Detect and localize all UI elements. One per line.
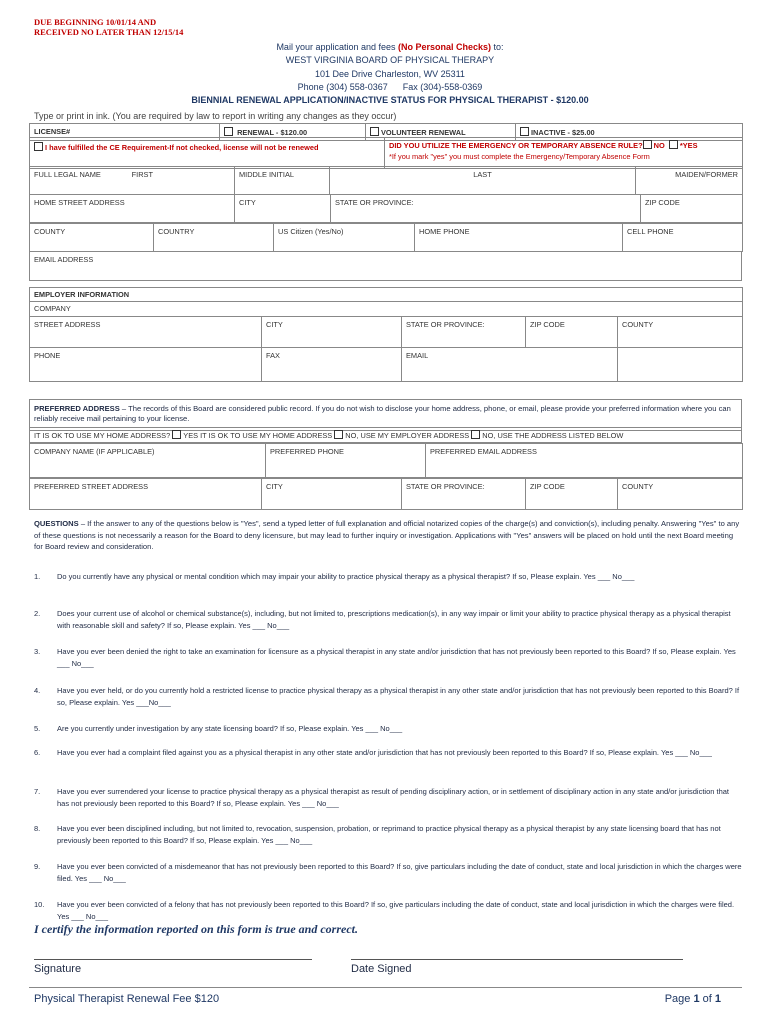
employer-county-field[interactable]: COUNTY <box>618 317 743 348</box>
inactive-option[interactable]: INACTIVE - $25.00 <box>516 124 743 141</box>
signature-label: Signature <box>34 963 82 975</box>
preferred-zip-field[interactable]: ZIP CODE <box>526 479 618 510</box>
opt-yes-home-checkbox[interactable] <box>172 430 181 439</box>
personal-info-table <box>29 166 743 195</box>
preferred-options: IT IS OK TO USE MY HOME ADDRESS? YES IT IS OK TO USE MY HOME ADDRESS NO, USE MY EMPLOYER ADDRESS NO, USE THE ADDRESS LISTED BELOW <box>30 428 742 443</box>
footer-divider <box>29 987 742 988</box>
emergency-yes-checkbox[interactable] <box>669 140 678 149</box>
inactive-checkbox[interactable] <box>520 127 529 136</box>
employer-zip-field[interactable]: ZIP CODE <box>526 317 618 348</box>
board-contact: Phone (304) 558-0367 Fax (304)-558-0369 <box>297 81 483 92</box>
home-city-field[interactable]: CITY <box>235 195 331 223</box>
email-field[interactable]: EMAIL ADDRESS <box>30 252 742 281</box>
opt-employer-checkbox[interactable] <box>334 430 343 439</box>
preferred-county-field[interactable]: COUNTY <box>618 479 743 510</box>
preferred-contact-row <box>29 443 743 478</box>
board-address: 101 Dee Drive Charleston, WV 25311 <box>315 68 465 79</box>
home-zip-field[interactable]: ZIP CODE <box>641 195 743 223</box>
preferred-options-row <box>29 427 742 443</box>
form-title: BIENNIAL RENEWAL APPLICATION/INACTIVE STATUS FOR PHYSICAL THERAPIST - $120.00 <box>191 95 589 106</box>
employer-city-field[interactable]: CITY <box>262 317 402 348</box>
ink-instruction: Type or print in ink. (You are required by law to report in writing any changes as they occur) <box>34 111 397 121</box>
preferred-address-text: PREFERRED ADDRESS – The records of this Board are considered public record. If you do not wish to disclose your home address, phone, or email, please provide your preferred information where you can reliably receive mail pertaining to your license. <box>34 404 731 423</box>
emergency-no-checkbox[interactable] <box>643 140 652 149</box>
due-date-notice <box>34 17 183 37</box>
home-address-row <box>29 194 743 223</box>
preferred-city-field[interactable]: CITY <box>262 479 402 510</box>
preferred-street-field[interactable]: PREFERRED STREET ADDRESS <box>30 479 262 510</box>
county-field[interactable]: COUNTY <box>30 224 154 252</box>
questions-intro: QUESTIONS – If the answer to any of the questions below is "Yes", send a typed letter of full explanation and official notarized copies of the charge(s) and conviction(s), including penalty. Answering "Yes" to any of these questions is not necessarily a reason for the Board to deny licensure, but may lead to further inquiry or investigation. Applications with "Yes" answers will be placed on hold until the next Board meeting for Board review and consideration. <box>34 519 740 551</box>
volunteer-option[interactable]: VOLUNTEER RENEWAL <box>366 124 516 141</box>
email-row <box>29 251 742 281</box>
employer-company-field[interactable]: COMPANY <box>30 302 743 317</box>
renewal-form-page: DUE BEGINNING 10/01/14 AND RECEIVED NO LATER THAN 12/15/14 Mail your application and fees (No Personal Checks) to: WEST VIRGINIA BOARD OF PHYSICAL THERAPY 101 Dee Drive Charleston, WV 25311 Phone (304) 558-0367 Fax (304)-558-0369 BIENNIAL RENEWAL APPLICATION/INACTIVE STATUS FOR PHYSICAL THERAPIST - $120.00 Type or print in ink. (You are required by law to report in writing any changes as they occur) LICENSE# RENEWAL - $120.00 VOLUNTEER RENEWAL INACTIVE - $25.00 I have fulfilled the CE Requirement-If not checked, license will not be renewed DID YOU UTILIZE THE EMERGENCY OR TEMPORARY ABSENCE RULE? NO *YES *If you mark "yes" you must complete the Emergency/Temporary Absence Form FULL LEGAL NAME FIRST MIDDLE INITIAL LAST MAIDEN/FORMER HOME STREET ADDRESS CITY STATE OR PROVINCE: ZIP CODE COUNTY COUNTRY US Citizen (Yes/No) HOME PHONE CELL PHONE EMAIL ADDRESS EMPLOYER INFORMATION COMPANY STREET ADDRESS CITY STATE OR PROVINCE: ZIP CODE COUNTY PHONE FAX EMAIL PREFERRED ADDRESS – The records of this Board are considered public record. If you do not wish to disclose your home address, phone, or email, please provide your preferred information where you can reliably receive mail pertaining to your license. IT IS OK TO USE MY HOME ADDRESS? YES IT IS OK TO USE MY HOME ADDRESS NO, USE MY EMPLOYER ADDRESS NO, USE THE ADDRESS LISTED BELOW COMPANY NAME (IF APPLICABLE) PREFERRED PHONE PREFERRED EMAIL ADDRESS PREFERRED STREET ADDRESS CITY STATE OR PROVINCE: ZIP CODE COUNTY QUESTIONS – If the answer to any of the questions below is "Yes", send a typed letter of full explanation and official notarized copies of the charge(s) and conviction(s), including penalty. Answering "Yes" to any of these questions is not necessarily a reason for the Board to deny licensure, but may lead to further inquiry or investigation. Applications with "Yes" answers will be placed on hold until the next Board meeting for Board review and consideration. 1. Do you currently have any physical or mental condition which may impair your ability to practice physical therapy as a physical therapist? If so, Please explain. Yes ___ No___ 2. Does your current use of alcohol or chemical substance(s), including, but not limited to, prescriptions medication(s), in any way impair or limit your ability to practice physical therapy as a physical therapist with reasonable skill and safety? If so, Please explain. Yes ___ No___ 3. Have you ever been denied the right to take an examination for licensure as a physical therapist in any state and/or jurisdiction that has not previously been reported to this Board? If so, Please explain. Yes ___ No___ 4. Have you ever held, or do you currently hold a restricted license to practice physical therapy as a physical therapist in any other state and/or jurisdiction that has not previously been reported to this Board? If so, Please explain. Yes ___No___ 5. Are you currently under investigation by any state licensing board? If so, Please explain. Yes ___ No___ 6. Have you ever had a complaint filed against you as a physical therapist in any other state and/or jurisdiction that has not previously been reported to this Board? If so, Please explain. Yes ___ No___ 7. Have you ever surrendered your license to practice physical therapy as a physical therapist as result of pending disciplinary action, or in settlement of disciplinary action in any state and/or jurisdiction that has not previously been reported to this Board? If so, Please explain. Yes ___ No___ 8. Have you ever been disciplined including, but not limited to, revocation, suspension, probation, or reprimand to practice physical therapy as a physical therapist by any state licensing board that has not previously been reported to this Board? If so, Please explain. Yes ___ No___ 9. Have you ever been convicted of a misdemeanor that has not previously been reported to this Board? If so, give particulars including the date of conduct, state and local jurisdiction in which the charges were filed. Yes ___ No___ 10. Have you ever been convicted of a felony that has not previously been reported to this Board? If so, give particulars including the date of conduct, state and local jurisdiction in which the charges were filed. Yes ___ No___ I certify the information reported on this form is true and correct. Signature Date Signed Physical Therapist Renewal Fee $120 Page 1 of 1 <box>0 0 770 1024</box>
ce-checkbox[interactable] <box>34 142 43 151</box>
preferred-state-field[interactable]: STATE OR PROVINCE: <box>402 479 526 510</box>
form-header <box>130 41 650 107</box>
ce-requirement[interactable]: I have fulfilled the CE Requirement-If not checked, license will not be renewed <box>30 138 385 169</box>
page-number: Page 1 of 1 <box>664 993 721 1005</box>
mail-instructions: Mail your application and fees (No Personal Checks) to: <box>276 42 504 52</box>
maiden-name-field[interactable]: MAIDEN/FORMER <box>636 167 743 195</box>
emergency-form-note: *If you mark "yes" you must complete the Emergency/Temporary Absence Form <box>389 152 650 161</box>
employer-phone-field[interactable]: PHONE <box>30 348 262 382</box>
preferred-phone-field[interactable]: PREFERRED PHONE <box>266 444 426 478</box>
last-name-field[interactable]: LAST <box>330 167 636 195</box>
employer-email-field[interactable]: EMAIL <box>402 348 618 382</box>
footer-fee-label: Physical Therapist Renewal Fee $120 <box>34 993 220 1005</box>
board-name: WEST VIRGINIA BOARD OF PHYSICAL THERAPY <box>285 55 495 66</box>
employer-empty-cell <box>618 348 743 382</box>
signature-line[interactable] <box>34 959 312 960</box>
full-legal-name-field[interactable]: FULL LEGAL NAME FIRST <box>30 167 235 195</box>
ce-row <box>29 137 743 169</box>
due-line-1: DUE BEGINNING 10/01/14 AND <box>34 17 157 27</box>
date-signed-label: Date Signed <box>351 963 412 975</box>
employer-state-field[interactable]: STATE OR PROVINCE: <box>402 317 526 348</box>
renewal-checkbox[interactable] <box>224 127 233 136</box>
home-phone-field[interactable]: HOME PHONE <box>415 224 623 252</box>
county-phone-row <box>29 223 743 252</box>
opt-listed-checkbox[interactable] <box>471 430 480 439</box>
date-signed-line[interactable] <box>351 959 683 960</box>
middle-initial-field[interactable]: MIDDLE INITIAL <box>235 167 330 195</box>
emergency-rule-cell: DID YOU UTILIZE THE EMERGENCY OR TEMPORARY ABSENCE RULE? NO *YES *If you mark "yes" you must complete the Emergency/Temporary Absence Form <box>385 138 743 169</box>
employer-heading: EMPLOYER INFORMATION <box>30 288 743 302</box>
license-number-field[interactable]: LICENSE# <box>30 124 220 141</box>
preferred-email-field[interactable]: PREFERRED EMAIL ADDRESS <box>426 444 743 478</box>
volunteer-checkbox[interactable] <box>370 127 379 136</box>
company-name-field[interactable]: COMPANY NAME (IF APPLICABLE) <box>30 444 266 478</box>
home-state-field[interactable]: STATE OR PROVINCE: <box>331 195 641 223</box>
due-line-2: RECEIVED NO LATER THAN 12/15/14 <box>34 27 184 37</box>
employer-fax-field[interactable]: FAX <box>262 348 402 382</box>
preferred-address-row <box>29 478 743 510</box>
home-street-field[interactable]: HOME STREET ADDRESS <box>30 195 235 223</box>
country-field[interactable]: COUNTRY <box>154 224 274 252</box>
renewal-option[interactable]: RENEWAL - $120.00 <box>220 124 366 141</box>
cell-phone-field[interactable]: CELL PHONE <box>623 224 743 252</box>
certification-statement: I certify the information reported on this form is true and correct. <box>34 922 359 936</box>
employer-section <box>29 287 743 382</box>
us-citizen-field[interactable]: US Citizen (Yes/No) <box>274 224 415 252</box>
employer-street-field[interactable]: STREET ADDRESS <box>30 317 262 348</box>
